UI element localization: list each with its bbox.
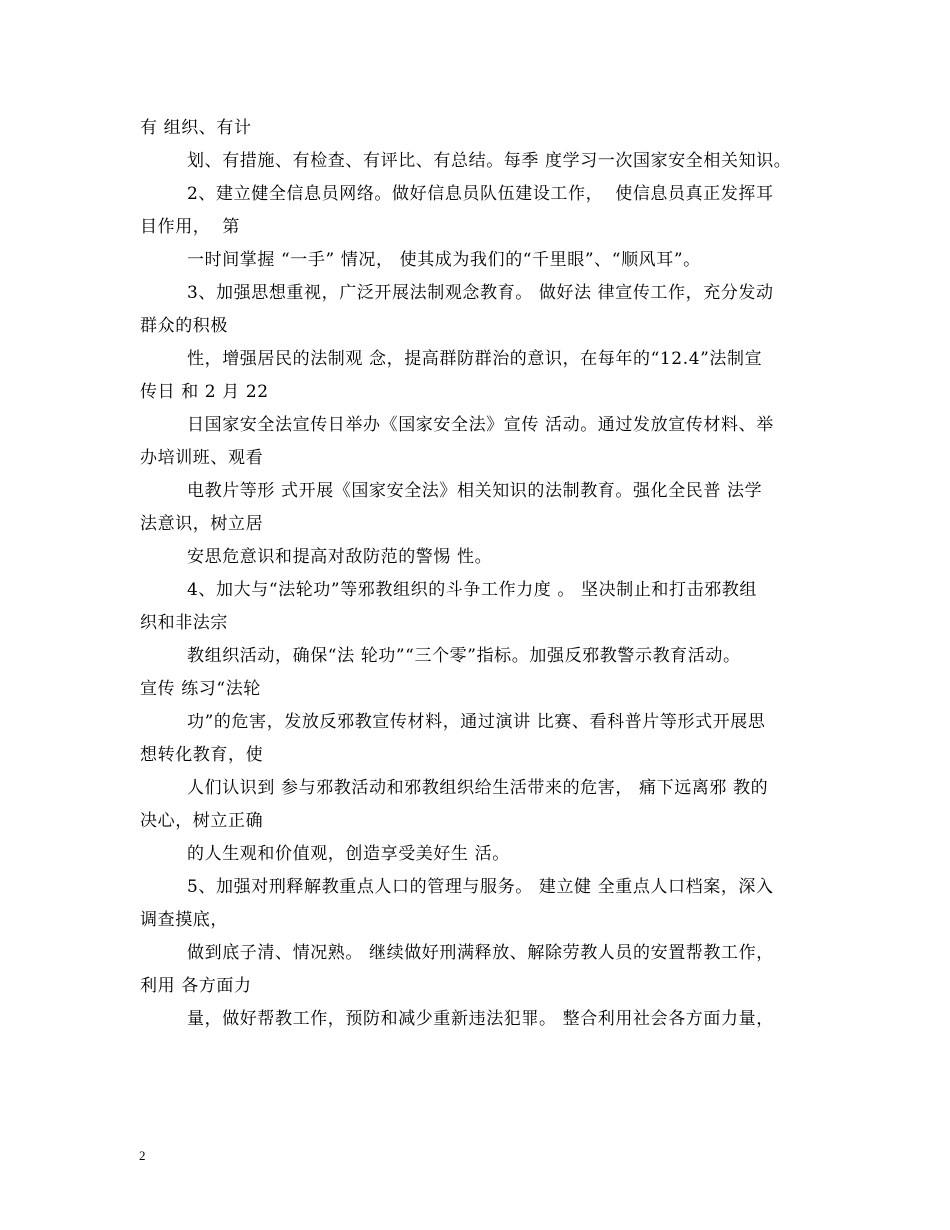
text-line: 性，增强居民的法制观 念，提高群防群治的意识，在每年的“12.4”法制宣 xyxy=(187,349,763,369)
text-line: 织和非法宗 xyxy=(140,613,228,633)
text-line: 教组织活动，确保“法 轮功”“三个零”指标。加强反邪教警示教育活动。 xyxy=(187,646,741,666)
text-line: 利用 各方面力 xyxy=(140,976,252,996)
text-line: 一时间掌握 “一手” 情况， 使其成为我们的“千里眼”、“顺风耳”。 xyxy=(187,250,701,270)
text-line: 目作用， 第 xyxy=(140,217,241,237)
text-line: 安思危意识和提高对敌防范的警惕 性。 xyxy=(187,547,493,567)
text-line: 想转化教育，使 xyxy=(140,745,264,765)
page-number: 2 xyxy=(139,1148,146,1163)
text-line: 群众的积极 xyxy=(140,316,228,336)
text-line: 人们认识到 参与邪教活动和邪教组织给生活带来的危害， 痛下远离邪 教的 xyxy=(187,778,769,798)
text-line: 4、加大与“法轮功”等邪教组织的斗争工作力度 。 坚决制止和打击邪教组 xyxy=(187,580,758,600)
text-line: 做到底子清、情况熟。 继续做好刑满释放、解除劳教人员的安置帮教工作， xyxy=(187,943,774,963)
text-line: 有 组织、有计 xyxy=(140,118,252,138)
text-line: 5、加强对刑释解教重点人口的管理与服务。 建立健 全重点人口档案，深入 xyxy=(187,877,774,897)
text-line: 办培训班、观看 xyxy=(140,448,264,468)
text-line: 2、建立健全信息员网络。做好信息员队伍建设工作， 使信息员真正发挥耳 xyxy=(187,184,774,204)
text-line: 传日 和 2 月 22 xyxy=(140,382,269,402)
document-body xyxy=(140,112,820,1036)
text-line: 3、加强思想重视，广泛开展法制观念教育。 做好法 律宣传工作，充分发动 xyxy=(187,283,774,303)
text-line: 电教片等形 式开展《国家安全法》相关知识的法制教育。强化全民普 法学 xyxy=(187,481,763,501)
text-line: 宣传 练习“法轮 xyxy=(140,679,261,699)
text-line: 量，做好帮教工作，预防和减少重新违法犯罪。 整合利用社会各方面力量， xyxy=(187,1009,774,1029)
text-line: 划、有措施、有检查、有评比、有总结。每季 度学习一次国家安全相关知识。 xyxy=(187,151,792,171)
text-line: 日国家安全法宣传日举办《国家安全法》宣传 活动。通过发放宣传材料、举 xyxy=(187,415,774,435)
text-line: 决心，树立正确 xyxy=(140,811,264,831)
text-line: 调查摸底， xyxy=(140,910,228,930)
text-line: 功”的危害，发放反邪教宣传材料，通过演讲 比赛、看科普片等形式开展思 xyxy=(187,712,766,732)
text-line: 的人生观和价值观，创造享受美好生 活。 xyxy=(187,844,510,864)
text-line: 法意识，树立居 xyxy=(140,514,264,534)
